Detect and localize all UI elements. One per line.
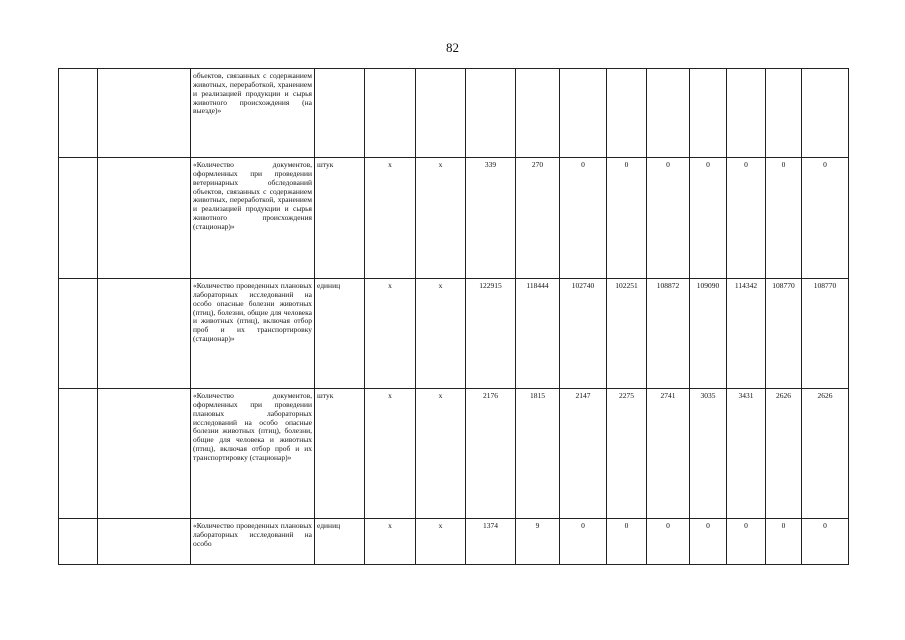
value-cell: 2741: [647, 389, 690, 519]
value-cell: [560, 69, 607, 158]
value-cell: [647, 69, 690, 158]
value-cell: [766, 69, 802, 158]
value-cell: 270: [516, 158, 560, 279]
value-cell: 339: [466, 158, 516, 279]
row-index-cell: [59, 69, 98, 158]
data-table: [58, 68, 849, 565]
value-cell: 108770: [766, 279, 802, 389]
value-cell: 0: [802, 158, 849, 279]
row-group-cell: [98, 389, 191, 519]
row-index-cell: [59, 389, 98, 519]
indicator-description: «Количество проведенных плановых лабораторных исследований на особо: [191, 519, 315, 565]
value-cell: 108872: [647, 279, 690, 389]
value-cell: х: [416, 158, 466, 279]
table-row: [59, 69, 849, 158]
value-cell: 1815: [516, 389, 560, 519]
value-cell: 2176: [466, 389, 516, 519]
value-cell: 2275: [607, 389, 647, 519]
value-cell: [416, 69, 466, 158]
value-cell: 0: [560, 519, 607, 565]
value-cell: 0: [802, 519, 849, 565]
value-cell: х: [365, 389, 416, 519]
value-cell: [607, 69, 647, 158]
value-cell: 0: [647, 158, 690, 279]
value-cell: 122915: [466, 279, 516, 389]
unit-cell: единиц: [315, 279, 365, 389]
value-cell: 0: [727, 519, 766, 565]
value-cell: 0: [607, 158, 647, 279]
value-cell: 2626: [802, 389, 849, 519]
value-cell: х: [416, 279, 466, 389]
indicator-description: «Количество документов, оформленных при проведении плановых лабораторных исследований на особо опасные болезни животных (птиц), болезни, общие для человека и животных (птиц), включая отбор проб и их транспортировку (стационар)»: [191, 389, 315, 519]
value-cell: 1374: [466, 519, 516, 565]
value-cell: х: [365, 279, 416, 389]
unit-cell: [315, 69, 365, 158]
value-cell: 114342: [727, 279, 766, 389]
value-cell: 2147: [560, 389, 607, 519]
value-cell: 102740: [560, 279, 607, 389]
row-group-cell: [98, 519, 191, 565]
row-group-cell: [98, 69, 191, 158]
value-cell: 0: [766, 158, 802, 279]
value-cell: [466, 69, 516, 158]
indicator-description: «Количество проведенных плановых лабораторных исследований на особо опасные болезни животных (птиц), болезни, общие для человека и животных (птиц), включая отбор проб и их транспортировку (стационар)»: [191, 279, 315, 389]
value-cell: 3035: [690, 389, 727, 519]
unit-cell: штук: [315, 389, 365, 519]
value-cell: [727, 69, 766, 158]
value-cell: 0: [690, 519, 727, 565]
row-group-cell: [98, 158, 191, 279]
value-cell: [516, 69, 560, 158]
indicator-description: объектов, связанных с содержанием животных, переработкой, хранением и реализацией продукции и сырья животного происхождения (на выезде)»: [191, 69, 315, 158]
value-cell: 0: [766, 519, 802, 565]
row-index-cell: [59, 158, 98, 279]
value-cell: 109090: [690, 279, 727, 389]
value-cell: 0: [607, 519, 647, 565]
value-cell: 118444: [516, 279, 560, 389]
value-cell: 2626: [766, 389, 802, 519]
table-row: [59, 158, 849, 279]
page-number: 82: [446, 40, 459, 55]
value-cell: 9: [516, 519, 560, 565]
unit-cell: штук: [315, 158, 365, 279]
value-cell: 108770: [802, 279, 849, 389]
value-cell: х: [416, 389, 466, 519]
value-cell: 0: [647, 519, 690, 565]
row-index-cell: [59, 519, 98, 565]
value-cell: [365, 69, 416, 158]
value-cell: х: [416, 519, 466, 565]
value-cell: 0: [727, 158, 766, 279]
table-row: [59, 519, 849, 565]
value-cell: х: [365, 519, 416, 565]
row-group-cell: [98, 279, 191, 389]
value-cell: х: [365, 158, 416, 279]
unit-cell: единиц: [315, 519, 365, 565]
indicator-description: «Количество документов, оформленных при проведении ветеринарных обследований объектов, связанных с содержанием животных, переработкой, хранением и реализацией продукции и сырья животного происхождения (стационар)»: [191, 158, 315, 279]
value-cell: 102251: [607, 279, 647, 389]
value-cell: [802, 69, 849, 158]
value-cell: 3431: [727, 389, 766, 519]
row-index-cell: [59, 279, 98, 389]
value-cell: [690, 69, 727, 158]
value-cell: 0: [560, 158, 607, 279]
value-cell: 0: [690, 158, 727, 279]
table-row: [59, 279, 849, 389]
table-row: [59, 389, 849, 519]
